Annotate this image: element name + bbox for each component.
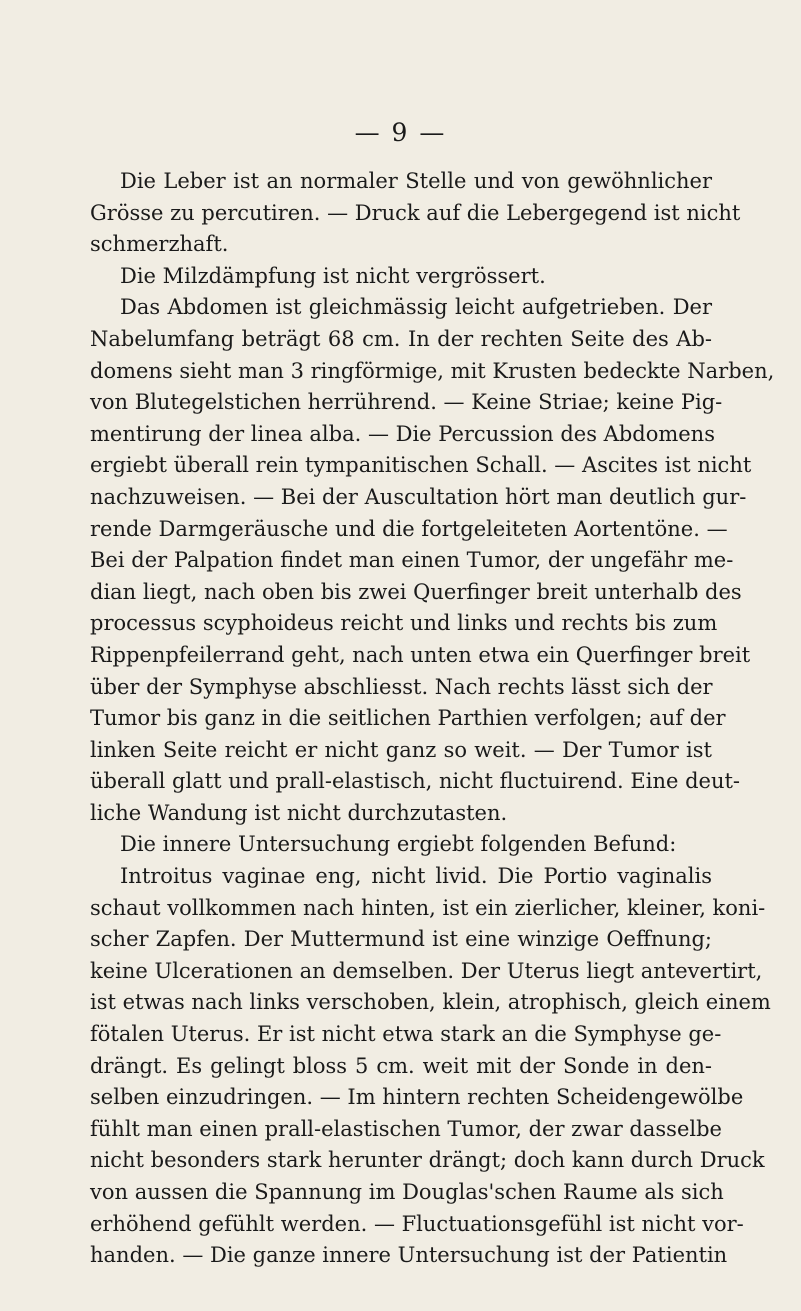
- text-line: nachzuweisen. — Bei der Auscultation hört man deutlich gur-: [90, 484, 747, 509]
- text-line: dian liegt, nach oben bis zwei Querfinger breit unterhalb des: [90, 579, 742, 604]
- text-line: scher Zapfen. Der Muttermund ist eine winzige Oeffnung;: [90, 927, 712, 952]
- text-line: handen. — Die ganze innere Untersuchung ist der Patientin: [90, 1243, 728, 1268]
- text-line: fötalen Uterus. Er ist nicht etwa stark an die Symphyse ge-: [90, 1022, 722, 1047]
- body-text: [90, 166, 775, 1272]
- text-line: mentirung der linea alba. — Die Percussion des Abdomens: [90, 421, 715, 446]
- text-line: ergiebt überall rein tympanitischen Schall. — Ascites ist nicht: [90, 453, 752, 478]
- text-line: schaut vollkommen nach hinten, ist ein zierlicher, kleiner, koni-: [90, 895, 766, 920]
- page-number: — 9 —: [354, 118, 447, 147]
- text-line: erhöhend gefühlt werden. — Fluctuationsgefühl ist nicht vor-: [90, 1211, 744, 1236]
- text-line: Tumor bis ganz in die seitlichen Parthien verfolgen; auf der: [90, 706, 726, 731]
- text-line: von aussen die Spannung im Douglas'schen Raume als sich: [90, 1180, 724, 1204]
- text-line: schmerzhaft.: [90, 232, 229, 257]
- text-line: Nabelumfang beträgt 68 cm. In der rechten Seite des Ab-: [90, 326, 712, 351]
- text-line: fühlt man einen prall-elastischen Tumor, der zwar dasselbe: [90, 1116, 722, 1141]
- text-line: rende Darmgeräusche und die fortgeleiteten Aortentöne. —: [90, 516, 728, 541]
- text-line: Introitus vaginae eng, nicht livid. Die Portio vaginalis: [120, 864, 712, 889]
- text-line: Die Milzdämpfung ist nicht vergrössert.: [120, 263, 546, 288]
- text-line: überall glatt und prall-elastisch, nicht fluctuirend. Eine deut-: [90, 769, 741, 794]
- text-line: Die innere Untersuchung ergiebt folgenden Befund:: [120, 832, 677, 857]
- text-line: selben einzudringen. — Im hintern rechten Scheidengewölbe: [90, 1085, 744, 1110]
- text-line: über der Symphyse abschliesst. Nach rechts lässt sich der: [90, 674, 713, 699]
- text-line: Grösse zu percutiren. — Druck auf die Lebergegend ist nicht: [90, 200, 741, 225]
- text-line: drängt. Es gelingt bloss 5 cm. weit mit der Sonde in den-: [90, 1053, 712, 1078]
- text-line: Das Abdomen ist gleichmässig leicht aufgetrieben. Der: [120, 295, 712, 320]
- text-line: keine Ulcerationen an demselben. Der Uterus liegt antevertirt,: [90, 958, 763, 983]
- text-line: processus scyphoideus reicht und links und rechts bis zum: [90, 611, 718, 636]
- text-line: linken Seite reicht er nicht ganz so weit. — Der Tumor ist: [90, 737, 712, 762]
- text-line: ist etwas nach links verschoben, klein, atrophisch, gleich einem: [90, 990, 771, 1015]
- text-line: von Blutegelstichen herrührend. — Keine Striae; keine Pig-: [90, 390, 723, 415]
- text-line: Die Leber ist an normaler Stelle und von gewöhnlicher: [120, 169, 712, 193]
- text-line: Rippenpfeilerrand geht, nach unten etwa ein Querfinger breit: [90, 642, 751, 667]
- text-line: liche Wandung ist nicht durchzutasten.: [90, 800, 508, 825]
- text-line: Bei der Palpation findet man einen Tumor, der ungefähr me-: [90, 548, 734, 573]
- text-line: domens sieht man 3 ringförmige, mit Krusten bedeckte Narben,: [90, 358, 775, 383]
- text-line: nicht besonders stark herunter drängt; doch kann durch Druck: [90, 1148, 765, 1173]
